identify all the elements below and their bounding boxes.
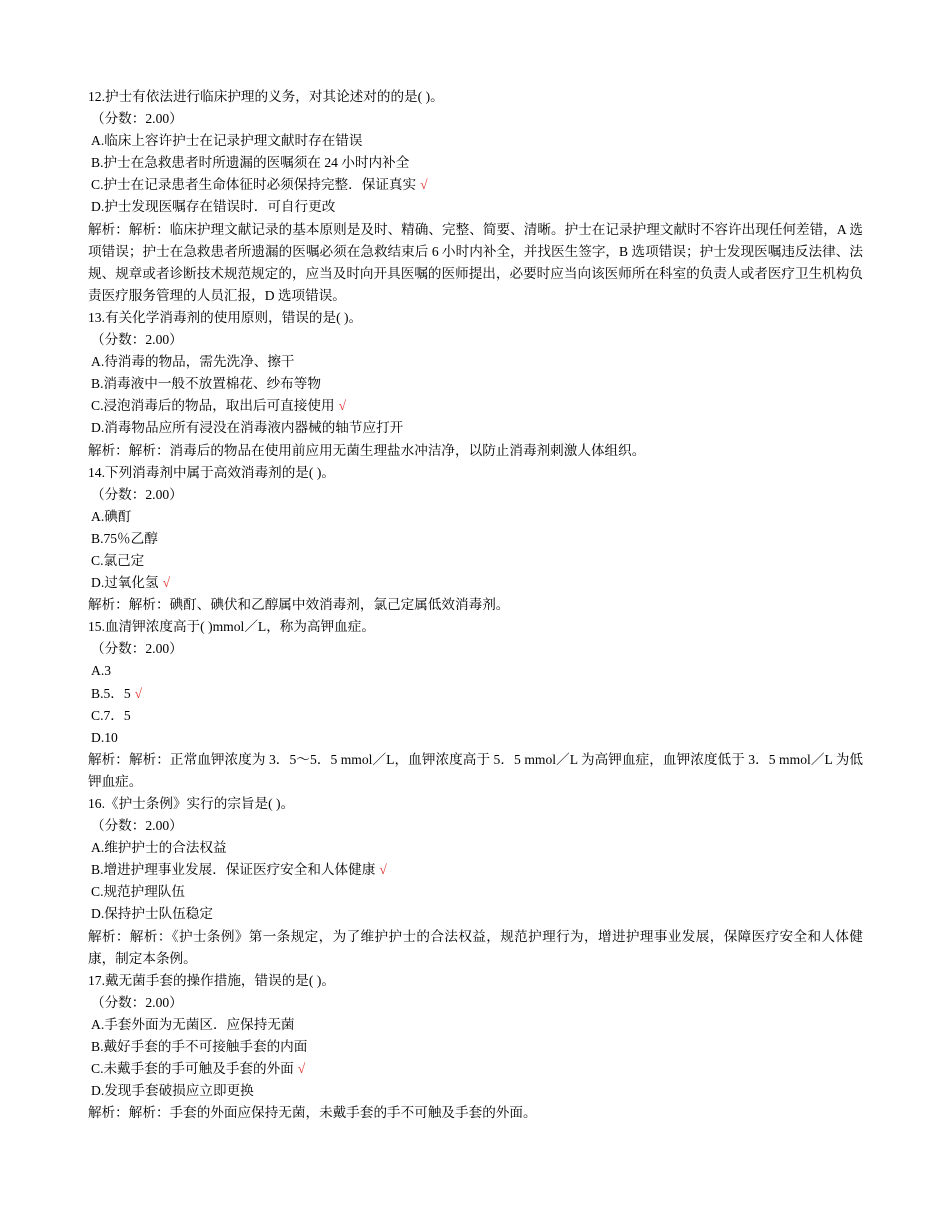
option-text: A.碘酊	[91, 508, 132, 524]
answer-analysis: 解析：解析：《护士条例》第一条规定，为了维护护士的合法权益，规范护理行为，增进护理事业发展，保障医疗安全和人体健康，制定本条例。	[88, 928, 863, 966]
answer-analysis: 解析：解析：手套的外面应保持无菌，未戴手套的手不可触及手套的外面。	[88, 1105, 537, 1121]
question-stem: 14.下列消毒剂中属于高效消毒剂的是( )。	[88, 464, 335, 480]
question-block	[88, 86, 863, 307]
question-stem: 17.戴无菌手套的操作措施，错误的是( )。	[88, 972, 335, 988]
question-score: （分数：2.00）	[91, 994, 183, 1010]
answer-option	[88, 528, 863, 550]
answer-option	[88, 1080, 863, 1102]
correct-answer-mark: √	[162, 575, 171, 591]
answer-option	[88, 152, 863, 174]
option-text: B.75％乙醇	[91, 530, 158, 546]
option-text: B.消毒液中一般不放置棉花、纱布等物	[91, 376, 321, 392]
answer-analysis: 解析：解析：临床护理文献记录的基本原则是及时、精确、完整、简要、清晰。护士在记录护理文献时不容许出现任何差错，A 选项错误；护士在急救患者所遗漏的医嘱必须在急救结束后 6 小时内补全，并找医生签字，B 选项错误；护士发现医嘱违反法律、法规、规章或者诊断技术规范规定的，应当及时向开具医嘱的医师提出，必要时应当向该医师所在科室的负责人或者医疗卫生机构负责医疗服务管理的人员汇报，D 选项错误。	[88, 221, 863, 303]
answer-option	[88, 837, 863, 859]
question-score: （分数：2.00）	[91, 818, 183, 834]
answer-option	[88, 881, 863, 903]
answer-option	[88, 174, 863, 196]
answer-option	[88, 373, 863, 395]
answer-option	[88, 859, 863, 881]
answer-option	[88, 550, 863, 572]
option-text: D.保持护士队伍稳定	[91, 906, 213, 922]
question-block	[88, 462, 863, 617]
option-text: D.10	[91, 729, 118, 745]
answer-option	[88, 683, 863, 705]
answer-option	[88, 572, 863, 594]
option-text: B.5．5	[91, 685, 131, 701]
answer-option	[88, 506, 863, 528]
option-text: D.过氧化氢	[91, 575, 159, 591]
option-text: D.发现手套破损应立即更换	[91, 1083, 254, 1099]
option-text: A.维护护士的合法权益	[91, 840, 227, 856]
option-text: A.3	[91, 663, 112, 679]
answer-option	[88, 660, 863, 682]
question-score: （分数：2.00）	[91, 486, 183, 502]
question-block	[88, 793, 863, 970]
answer-analysis: 解析：解析：碘酊、碘伏和乙醇属中效消毒剂，氯己定属低效消毒剂。	[88, 597, 510, 613]
correct-answer-mark: √	[379, 862, 387, 878]
answer-option	[88, 727, 863, 749]
question-stem: 16.《护士条例》实行的宗旨是( )。	[88, 796, 295, 811]
answer-option	[88, 196, 863, 218]
option-text: B.戴好手套的手不可接触手套的内面	[91, 1039, 308, 1055]
option-text: C.规范护理队伍	[91, 884, 186, 900]
option-text: C.护士在记录患者生命体征时必须保持完整．保证真实	[91, 177, 417, 193]
answer-analysis: 解析：解析：消毒后的物品在使用前应用无菌生理盐水冲洁净，以防止消毒剂刺激人体组织。	[88, 442, 646, 458]
question-stem: 15.血清钾浓度高于( )mmol／L，称为高钾血症。	[88, 619, 375, 635]
answer-option	[88, 1036, 863, 1058]
question-block	[88, 970, 863, 1125]
answer-option	[88, 130, 863, 152]
question-score: （分数：2.00）	[91, 111, 183, 127]
option-text: B.增进护理事业发展．保证医疗安全和人体健康	[91, 862, 376, 878]
answer-analysis: 解析：解析：正常血钾浓度为 3．5～5．5 mmol／L，血钾浓度高于 5．5 mmol／L 为高钾血症，血钾浓度低于 3．5 mmol／L 为低钾血症。	[88, 751, 863, 789]
question-score: （分数：2.00）	[91, 332, 183, 348]
question-block	[88, 307, 863, 462]
option-text: B.护士在急救患者时所遗漏的医嘱须在 24 小时内补全	[91, 155, 410, 171]
answer-option	[88, 417, 863, 439]
answer-option	[88, 1014, 863, 1036]
correct-answer-mark: √	[134, 685, 143, 701]
question-block	[88, 616, 863, 793]
option-text: A.待消毒的物品，需先洗净、擦干	[91, 354, 295, 370]
option-text: A.临床上容许护士在记录护理文献时存在错误	[91, 133, 363, 149]
answer-option	[88, 705, 863, 727]
option-text: C.7．5	[91, 707, 131, 723]
correct-answer-mark: √	[338, 398, 347, 414]
question-stem: 12.护士有依法进行临床护理的义务，对其论述对的的是( )。	[88, 89, 444, 104]
answer-option	[88, 395, 863, 417]
question-score: （分数：2.00）	[91, 641, 183, 657]
option-text: C.浸泡消毒后的物品，取出后可直接使用	[91, 398, 335, 414]
correct-answer-mark: √	[297, 1061, 306, 1077]
option-text: D.消毒物品应所有浸没在消毒液内器械的轴节应打开	[91, 420, 404, 436]
question-stem: 13.有关化学消毒剂的使用原则，错误的是( )。	[88, 309, 363, 325]
option-text: A.手套外面为无菌区．应保持无菌	[91, 1016, 295, 1032]
option-text: C.未戴手套的手可触及手套的外面	[91, 1061, 294, 1077]
answer-option	[88, 351, 863, 373]
answer-option	[88, 903, 863, 925]
question-document	[88, 86, 863, 1124]
answer-option	[88, 1058, 863, 1080]
option-text: C.氯己定	[91, 552, 145, 568]
correct-answer-mark: √	[420, 177, 428, 193]
option-text: D.护士发现医嘱存在错误时．可自行更改	[91, 199, 336, 215]
